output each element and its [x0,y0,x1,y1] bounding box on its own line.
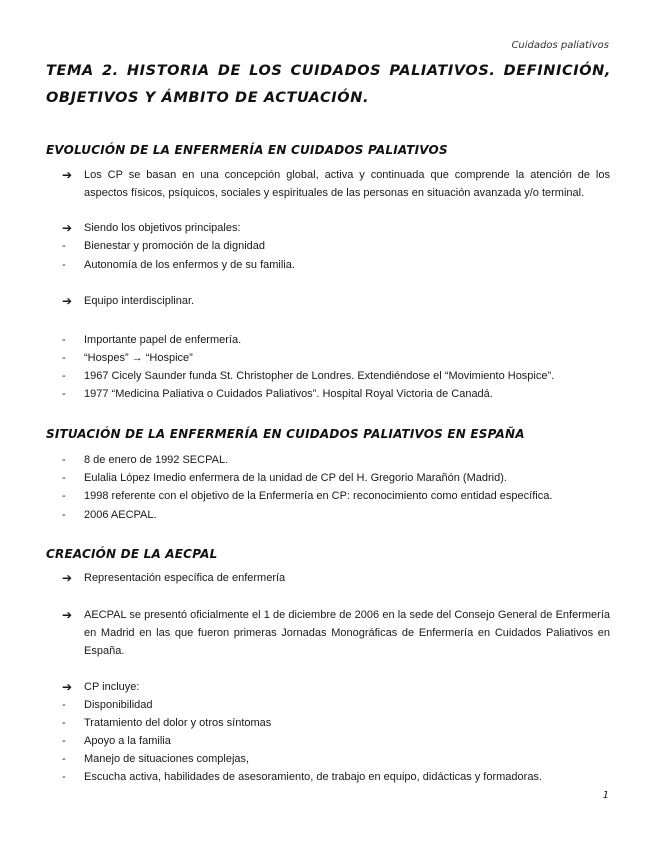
list-item [62,385,610,403]
page-number: 1 [602,790,609,801]
item-text: Representación específica de enfermería [84,572,286,584]
list-item [62,469,610,487]
arrow-item-representation [62,569,610,587]
dash-bullet: - [62,240,66,252]
item-text: Equipo interdisciplinar. [84,295,195,307]
item-text: 2006 AECPAL. [84,509,157,521]
item-text: Siendo los objetivos principales: [84,222,241,234]
dash-bullet: - [62,509,66,521]
item-text: Bienestar y promoción de la dignidad [84,240,266,252]
list-item [62,331,610,349]
arrow-bullet-icon: ➔ [62,294,73,308]
item-text: 8 de enero de 1992 SECPAL. [84,454,229,466]
arrow-bullet-icon: ➔ [62,571,73,585]
item-text: “Hospes” → “Hospice” [84,352,193,364]
item-text: Tratamiento del dolor y otros síntomas [84,717,272,729]
list-item [62,256,610,274]
arrow-item-presentation [62,606,610,660]
list-item [62,487,610,505]
arrow-item-team [62,292,610,310]
dash-bullet: - [62,259,66,271]
page-title: TEMA 2. HISTORIA DE LOS CUIDADOS PALIATIVOS. DEFINICIÓN, OBJETIVOS Y ÁMBITO DE ACTUACIÓN. [46,63,611,106]
list-item [62,696,610,714]
item-text: Disponibilidad [84,699,153,711]
item-text: AECPAL se presentó oficialmente el 1 de diciembre de 2006 en la sede del Consejo General de Enfermería en Madrid en las que fueron primeras Jornadas Monográficas de Enfermería en Cuidados Paliativos en España. [84,609,610,657]
dash-bullet: - [62,388,66,400]
section-title-aecpal: CREACIÓN DE LA AECPAL [46,547,218,561]
item-text: Autonomía de los enfermos y de su familia. [84,259,295,271]
arrow-item-definition [62,166,610,202]
item-text: Apoyo a la familia [84,735,171,747]
section-title-evolucion: EVOLUCIÓN DE LA ENFERMERÍA EN CUIDADOS PALIATIVOS [46,143,448,157]
item-text: 1977 “Medicina Paliativa o Cuidados Paliativos”. Hospital Royal Victoria de Canadá. [84,388,493,400]
dash-bullet: - [62,490,66,502]
section-title-espana: SITUACIÓN DE LA ENFERMERÍA EN CUIDADOS PALIATIVOS EN ESPAÑA [46,427,525,441]
dash-bullet: - [62,334,66,346]
dash-bullet: - [62,454,66,466]
list-item [62,750,610,768]
list-item [62,506,610,524]
dash-bullet: - [62,699,66,711]
dash-bullet: - [62,753,66,765]
item-text: Escucha activa, habilidades de asesoramiento, de trabajo en equipo, didácticas y formadoras. [84,771,542,783]
list-item [62,768,610,786]
list-item [62,367,610,385]
running-header: Cuidados paliativos [511,40,609,51]
arrow-bullet-icon: ➔ [62,168,73,182]
item-text: CP incluye: [84,681,140,693]
list-item [62,451,610,469]
item-text: Eulalia López Imedio enfermera de la unidad de CP del H. Gregorio Marañón (Madrid). [84,472,507,484]
item-text: 1998 referente con el objetivo de la Enfermería en CP: reconocimiento como entidad específica. [84,490,553,502]
list-item [62,732,610,750]
dash-bullet: - [62,472,66,484]
list-item [62,237,610,255]
item-text: Importante papel de enfermería. [84,334,242,346]
item-text: Los CP se basan en una concepción global, activa y continuada que comprende la atención de los aspectos físicos, psíquicos, sociales y espirituales de las personas en situación avanzada y/o terminal. [84,169,610,199]
arrow-item-includes-intro [62,678,610,696]
dash-bullet: - [62,717,66,729]
dash-bullet: - [62,771,66,783]
dash-bullet: - [62,370,66,382]
dash-bullet: - [62,352,66,364]
item-text: 1967 Cicely Saunder funda St. Christopher de Londres. Extendiéndose el “Movimiento Hospice”. [84,370,555,382]
dash-bullet: - [62,735,66,747]
list-item [62,349,610,367]
arrow-item-objectives-intro [62,219,610,237]
arrow-bullet-icon: ➔ [62,680,73,694]
list-item [62,714,610,732]
arrow-bullet-icon: ➔ [62,608,73,622]
item-text: Manejo de situaciones complejas, [84,753,250,765]
arrow-bullet-icon: ➔ [62,221,73,235]
